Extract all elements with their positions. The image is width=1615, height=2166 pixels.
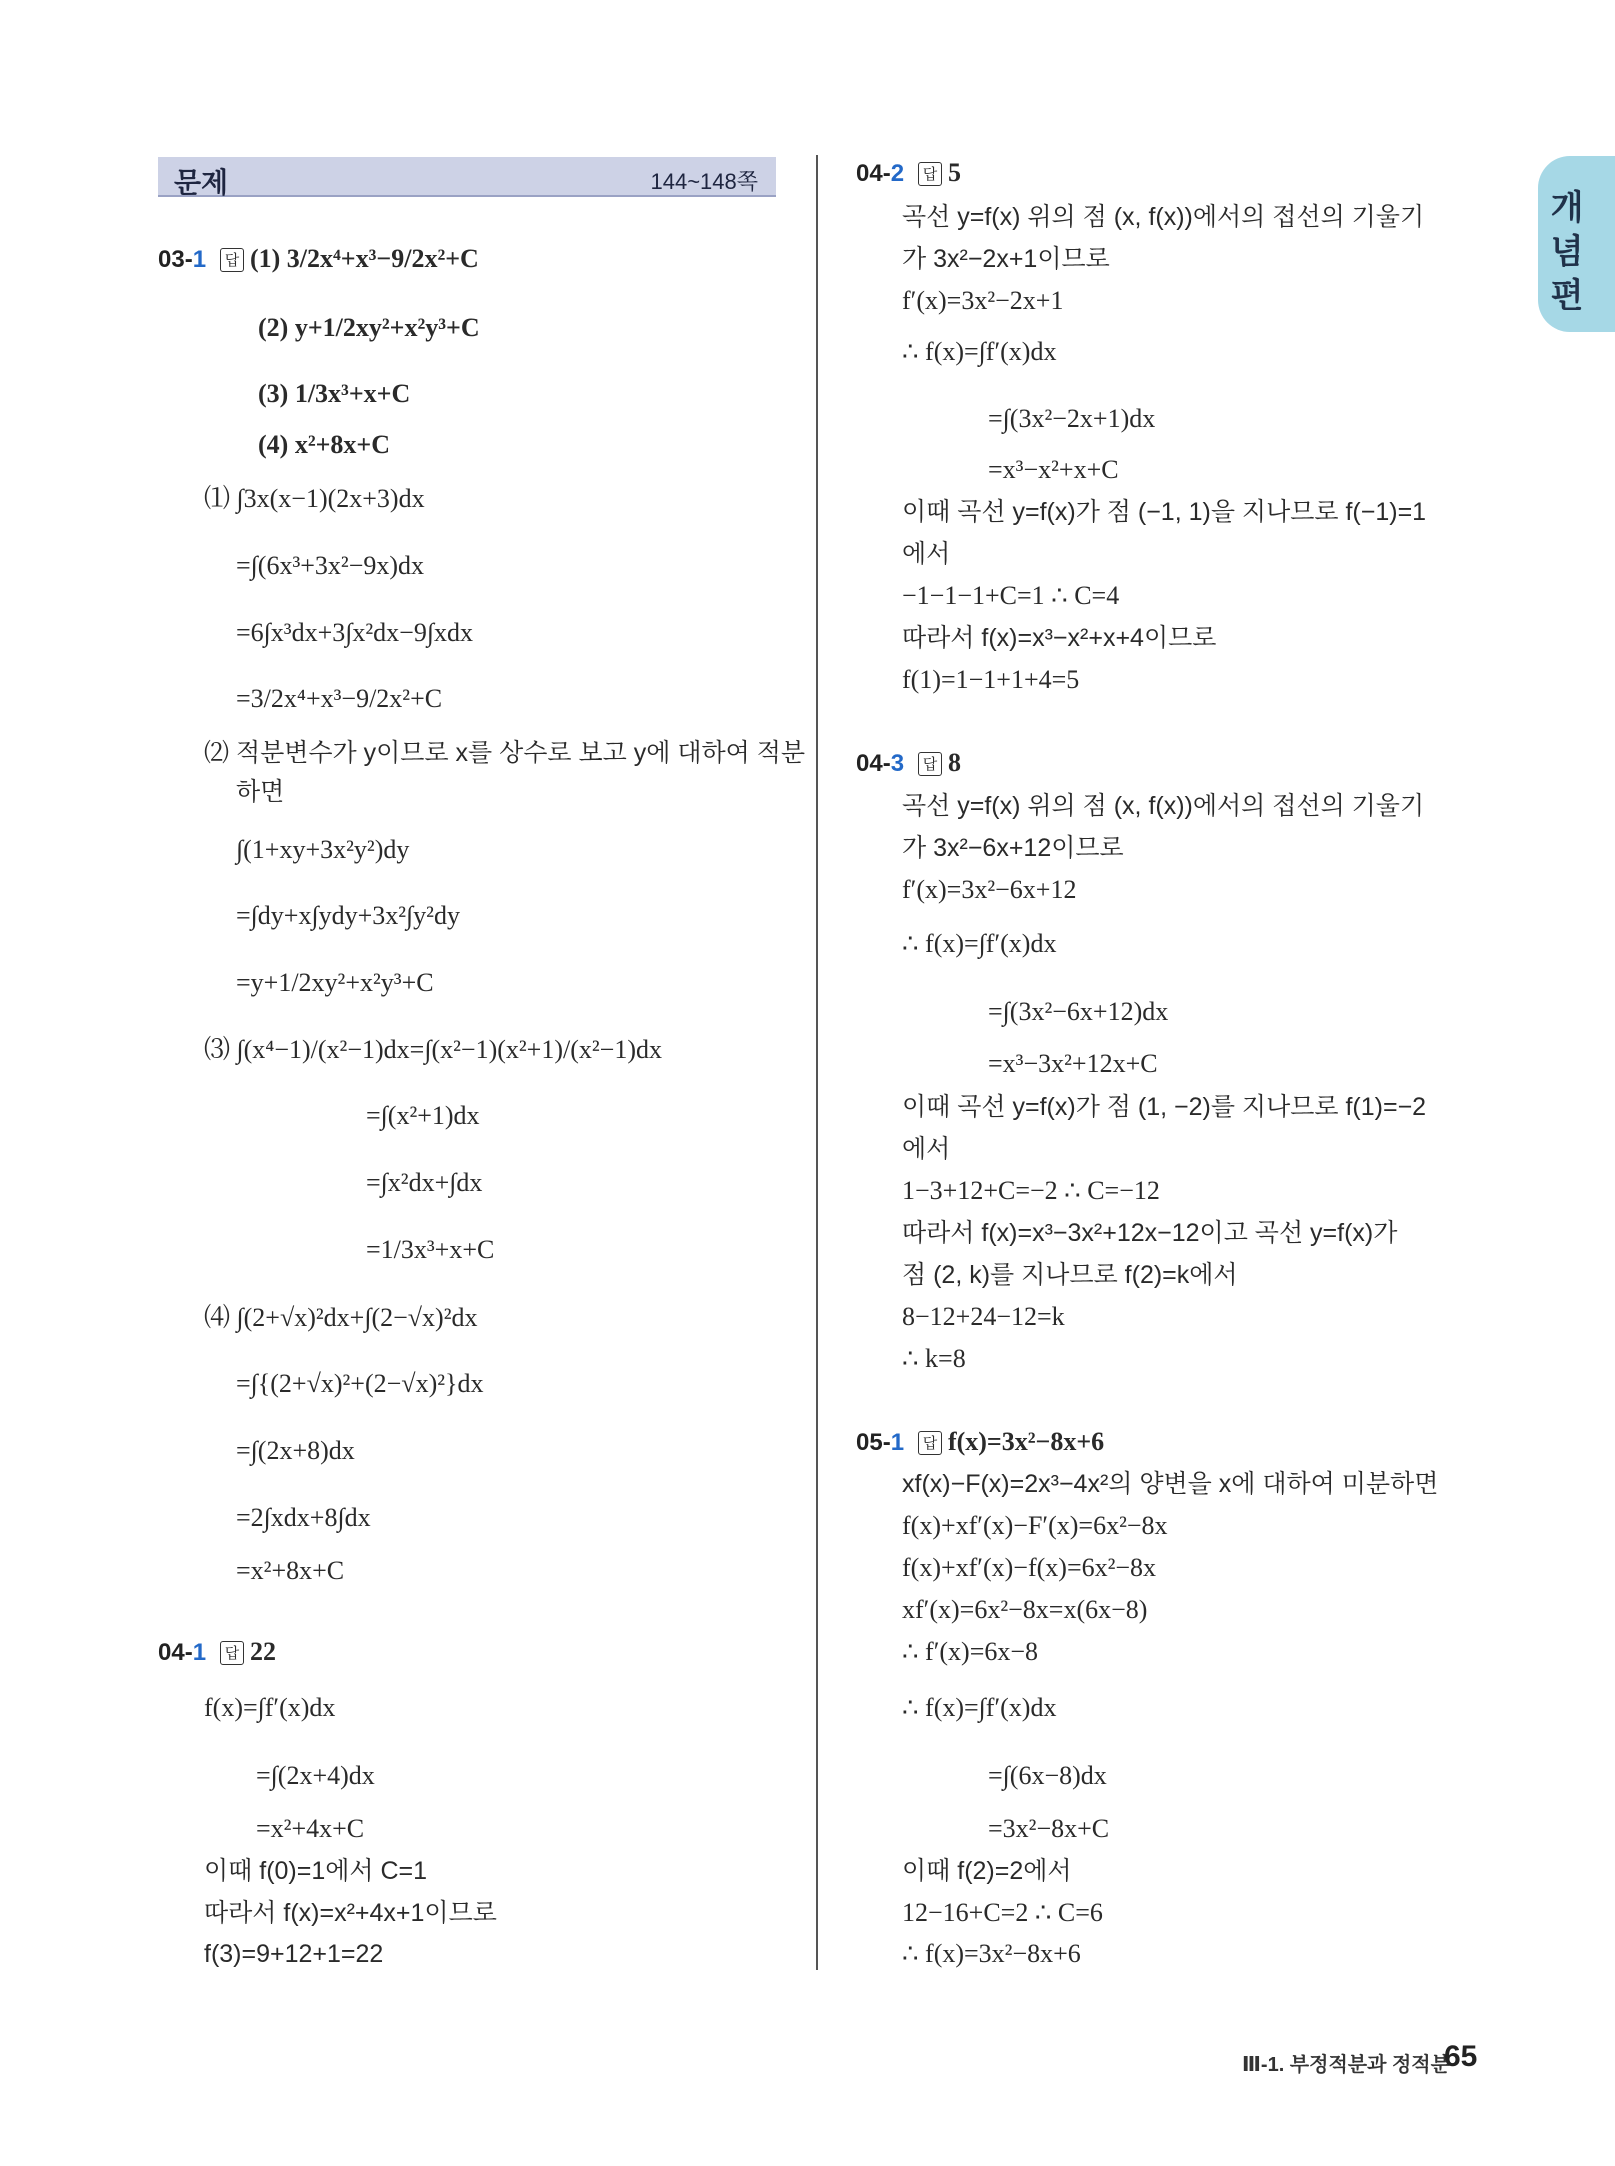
math-line: −1−1−1+C=1 ∴ C=4 xyxy=(902,581,1120,610)
solution-line xyxy=(902,243,1110,275)
solution-line xyxy=(236,1435,355,1467)
math-line: =x³−3x²+12x+C xyxy=(988,1049,1158,1078)
solution-line xyxy=(902,1091,1426,1123)
answer-value: 8 xyxy=(947,748,961,777)
math-line: 8−12+24−12=k xyxy=(902,1302,1065,1331)
solution-line xyxy=(902,928,1056,960)
solution-line xyxy=(204,1938,383,1970)
math-line: =∫x²dx+∫dx xyxy=(366,1168,483,1197)
math-line: =2∫xdx+8∫dx xyxy=(236,1503,371,1532)
math-line: f(x)=∫f′(x)dx xyxy=(204,1693,336,1722)
math-line: =3x²−8x+C xyxy=(988,1814,1110,1843)
explanation-text: 가 3x²−6x+12이므로 xyxy=(902,834,1124,862)
solution-line xyxy=(902,1510,1168,1542)
answer-value: (1) 3/2x⁴+x³−9/2x²+C xyxy=(249,244,479,273)
solution-line xyxy=(236,683,442,715)
math-line: ∴ f(x)=∫f′(x)dx xyxy=(902,929,1057,958)
problem-heading xyxy=(158,1636,276,1669)
math-line: f(x)+xf′(x)−f(x)=6x²−8x xyxy=(902,1553,1157,1582)
problem-heading xyxy=(856,157,961,190)
math-line: f(x)+xf′(x)−F′(x)=6x²−8x xyxy=(902,1511,1168,1540)
math-line: ⑷ ∫(2+√x)²dx+∫(2−√x)²dx xyxy=(204,1303,478,1332)
explanation-text: 따라서 f(x)=x³−x²+x+4이므로 xyxy=(902,624,1217,652)
explanation-text: f(3)=9+12+1=22 xyxy=(204,1940,384,1968)
answer-line xyxy=(258,378,410,410)
solution-line xyxy=(988,996,1168,1028)
section-pages: 144~148쪽 xyxy=(650,169,758,194)
solution-line xyxy=(204,1855,427,1887)
solution-line xyxy=(236,1555,344,1587)
math-line: ∫(1+xy+3x²y²)dy xyxy=(236,835,410,864)
solution-line xyxy=(902,1343,966,1375)
answer-value: (2) y+1/2xy²+x²y³+C xyxy=(258,313,480,342)
solution-line xyxy=(988,1048,1158,1080)
solution-line xyxy=(204,1302,478,1334)
solution-line xyxy=(902,580,1119,612)
math-line: 12−16+C=2 ∴ C=6 xyxy=(902,1898,1103,1927)
problem-heading xyxy=(856,747,961,780)
section-title: 문제 xyxy=(174,167,229,198)
side-tab xyxy=(1538,156,1615,332)
problem-number-accent: 3 xyxy=(890,750,905,777)
math-line: ⑴ ∫3x(x−1)(2x+3)dx xyxy=(204,484,425,513)
solution-line xyxy=(902,496,1426,528)
problem-number xyxy=(856,1429,904,1456)
side-tab-char: 편 xyxy=(1550,277,1584,315)
side-tab-char: 념 xyxy=(1550,233,1584,271)
answer-icon: 답 xyxy=(918,752,942,776)
explanation-text: 이때 곡선 y=f(x)가 점 (1, −2)를 지나므로 f(1)=−2 xyxy=(902,1093,1427,1121)
math-line: ∴ f(x)=∫f′(x)dx xyxy=(902,337,1057,366)
answer-icon: 답 xyxy=(918,1431,942,1455)
math-line: =∫(2x+4)dx xyxy=(256,1761,375,1790)
solution-line xyxy=(988,1760,1107,1792)
math-line: ∴ f(x)=∫f′(x)dx xyxy=(902,1693,1057,1722)
problem-heading xyxy=(856,1426,1104,1459)
solution-line xyxy=(902,1552,1156,1584)
solution-line xyxy=(902,664,1079,696)
explanation-text: 따라서 f(x)=x³−3x²+12x−12이고 곡선 y=f(x)가 xyxy=(902,1219,1398,1247)
math-line: =∫(6x−8)dx xyxy=(988,1761,1107,1790)
math-line: =x³−x²+x+C xyxy=(988,455,1119,484)
explanation-text: 이때 f(2)=2에서 xyxy=(902,1857,1072,1885)
answer-icon: 답 xyxy=(220,1641,244,1665)
explanation-text: 이때 곡선 y=f(x)가 점 (−1, 1)을 지나므로 f(−1)=1 xyxy=(902,498,1427,526)
math-line: ∴ f(x)=3x²−8x+6 xyxy=(902,1939,1081,1968)
answer-value: (4) x²+8x+C xyxy=(258,430,391,459)
math-line: ⑶ ∫(x⁴−1)/(x²−1)dx=∫(x²−1)(x²+1)/(x²−1)dx xyxy=(204,1035,662,1064)
problem-number-accent: 2 xyxy=(890,160,905,187)
solution-line xyxy=(204,1897,497,1929)
math-line: 1−3+12+C=−2 ∴ C=−12 xyxy=(902,1176,1160,1205)
solution-line xyxy=(236,1368,484,1400)
answer-icon: 답 xyxy=(220,248,244,272)
solution-line xyxy=(902,1133,950,1165)
math-line: =x²+4x+C xyxy=(256,1814,365,1843)
solution-line xyxy=(236,834,409,866)
explanation-text: 에서 xyxy=(902,1135,951,1163)
problem-number-prefix: 04- xyxy=(856,750,891,777)
problem-number xyxy=(158,246,206,273)
solution-line xyxy=(902,1259,1238,1291)
footer-chapter: Ⅲ-1. 부정적분과 정적분 xyxy=(1242,2054,1450,2076)
explanation-text: 하면 xyxy=(236,778,285,806)
math-line: f′(x)=3x²−2x+1 xyxy=(902,286,1064,315)
math-line: ∴ k=8 xyxy=(902,1344,966,1373)
solution-line xyxy=(902,1855,1072,1887)
explanation-text: 에서 xyxy=(902,540,951,568)
math-line: =∫dy+x∫ydy+3x²∫y²dy xyxy=(236,901,460,930)
explanation-text: 곡선 y=f(x) 위의 점 (x, f(x))에서의 접선의 기울기 xyxy=(902,203,1425,231)
solution-line xyxy=(236,967,434,999)
problem-number xyxy=(856,160,904,187)
answer-icon: 답 xyxy=(918,162,942,186)
math-line: =∫{(2+√x)²+(2−√x)²}dx xyxy=(236,1369,484,1398)
math-line: =∫(3x²−6x+12)dx xyxy=(988,997,1169,1026)
solution-line xyxy=(236,617,473,649)
problem-number xyxy=(158,1639,206,1666)
problem-number-accent: 1 xyxy=(192,1639,207,1666)
problem-heading xyxy=(158,243,479,276)
explanation-text: xf(x)−F(x)=2x³−4x²의 양변을 x에 대하여 미분하면 xyxy=(902,1470,1439,1498)
problem-number-prefix: 04- xyxy=(856,160,891,187)
solution-line xyxy=(236,1502,371,1534)
page-number: 65 xyxy=(1444,2040,1478,2073)
math-line: =∫(2x+8)dx xyxy=(236,1436,355,1465)
solution-line xyxy=(366,1167,482,1199)
solution-line xyxy=(204,1034,662,1066)
solution-line xyxy=(902,1468,1438,1500)
problem-number-accent: 1 xyxy=(192,246,207,273)
problem-number-prefix: 04- xyxy=(158,1639,193,1666)
math-line: ∴ f′(x)=6x−8 xyxy=(902,1637,1039,1666)
problem-number xyxy=(856,750,904,777)
answer-line xyxy=(258,312,480,344)
math-line: =∫(x²+1)dx xyxy=(366,1101,480,1130)
solution-line xyxy=(204,737,805,769)
solution-line xyxy=(902,1301,1065,1333)
solution-line xyxy=(902,1636,1038,1668)
solution-line xyxy=(902,336,1056,368)
math-line: f′(x)=3x²−6x+12 xyxy=(902,875,1077,904)
solution-line xyxy=(204,483,425,515)
solution-line xyxy=(988,1813,1109,1845)
solution-line xyxy=(256,1760,375,1792)
math-line: =∫(6x³+3x²−9x)dx xyxy=(236,551,425,580)
solution-line xyxy=(236,550,424,582)
solution-line xyxy=(902,1938,1081,1970)
problem-number-accent: 1 xyxy=(890,1429,905,1456)
solution-line xyxy=(366,1100,480,1132)
explanation-text: 가 3x²−2x+1이므로 xyxy=(902,245,1110,273)
solution-line xyxy=(256,1813,364,1845)
math-line: =1/3x³+x+C xyxy=(366,1235,495,1264)
math-line: =y+1/2xy²+x²y³+C xyxy=(236,968,434,997)
answer-value: (3) 1/3x³+x+C xyxy=(258,379,411,408)
problem-number-prefix: 03- xyxy=(158,246,193,273)
explanation-text: ⑵ 적분변수가 y이므로 x를 상수로 보고 y에 대하여 적분 xyxy=(204,739,806,767)
solution-line xyxy=(902,201,1424,233)
solution-line xyxy=(366,1234,494,1266)
answer-value: f(x)=3x²−8x+6 xyxy=(947,1427,1105,1456)
answer-line xyxy=(258,429,390,461)
math-line: =3/2x⁴+x³−9/2x²+C xyxy=(236,684,443,713)
side-tab-char: 개 xyxy=(1550,189,1584,227)
solution-line xyxy=(902,1692,1056,1724)
solution-line xyxy=(204,1692,335,1724)
math-line: =∫(3x²−2x+1)dx xyxy=(988,404,1156,433)
math-line: f(1)=1−1+1+4=5 xyxy=(902,665,1080,694)
solution-line xyxy=(902,790,1424,822)
solution-line xyxy=(902,538,950,570)
solution-line xyxy=(236,776,284,808)
math-line: =x²+8x+C xyxy=(236,1556,345,1585)
side-tab-label xyxy=(1538,186,1596,318)
explanation-text: 이때 f(0)=1에서 C=1 xyxy=(204,1857,428,1885)
solution-line xyxy=(902,622,1216,654)
column-divider xyxy=(816,155,818,1970)
problem-number-prefix: 05- xyxy=(856,1429,891,1456)
section-header xyxy=(158,157,776,197)
solution-line xyxy=(902,1217,1397,1249)
solution-line xyxy=(988,403,1155,435)
solution-line xyxy=(902,285,1063,317)
solution-line xyxy=(902,874,1076,906)
solution-line xyxy=(988,454,1119,486)
solution-line xyxy=(236,900,460,932)
solution-line xyxy=(902,1594,1147,1626)
answer-value: 5 xyxy=(947,158,961,187)
solution-line xyxy=(902,832,1124,864)
math-line: =6∫x³dx+3∫x²dx−9∫xdx xyxy=(236,618,473,647)
answer-value: 22 xyxy=(249,1637,276,1666)
explanation-text: 곡선 y=f(x) 위의 점 (x, f(x))에서의 접선의 기울기 xyxy=(902,792,1425,820)
solution-line xyxy=(902,1897,1103,1929)
math-line: xf′(x)=6x²−8x=x(6x−8) xyxy=(902,1595,1148,1624)
explanation-text: 따라서 f(x)=x²+4x+1이므로 xyxy=(204,1899,497,1927)
solution-line xyxy=(902,1175,1160,1207)
explanation-text: 점 (2, k)를 지나므로 f(2)=k에서 xyxy=(902,1261,1238,1289)
